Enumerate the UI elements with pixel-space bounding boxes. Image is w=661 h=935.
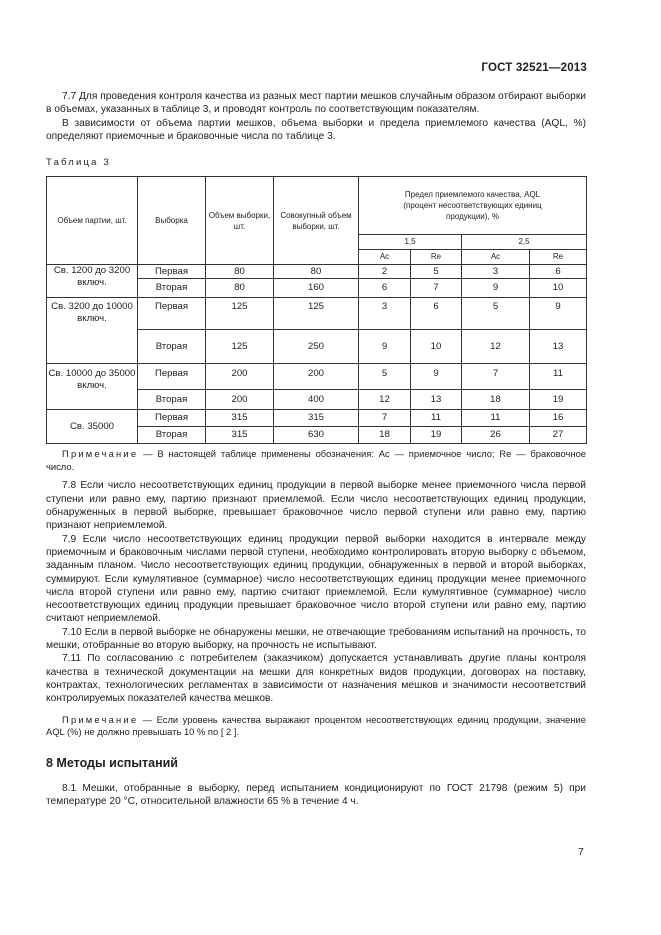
table-note	[46, 448, 586, 473]
paragraph-7-9: 7.9 Если число несоответствующих единиц продукции первой выборки находится в интервале между приемочным и браковочным числами первой ступени, необходимо контролировать вторую выборку с объемом, заданным планом. Число несоответствующих единиц продукции, обнаруженных в первой и второй выборках, суммируют. Если кумулятивное (суммарное) число несоответствующих единиц продукции менее приемочного числа второй ступени или равно ему, партию считают приемлемой. Если кумулятивное (суммарное) число несоответствующих единиц продукции превышает браковочное число второй ступени или равно ему, партию считают неприемлемой.	[46, 533, 586, 625]
aql-note	[46, 714, 586, 739]
header-cumulative-size: Совокупный объем выборки, шт.	[274, 177, 359, 265]
paragraph-8-1: 8.1 Мешки, отобранные в выборку, перед испытанием кондиционируют по ГОСТ 21798 (режим 5) при температуре 20 °С, относительной влажности 65 % в течение 4 ч.	[46, 782, 586, 808]
re-cell: 9	[411, 364, 462, 390]
header-ac: Ac	[359, 250, 411, 265]
lot-size-cell: Св. 10000 до 35000 включ.	[47, 364, 138, 410]
paragraph-7-8: 7.8 Если число несоответствующих единиц продукции в первой выборке менее приемочного числа первой ступени или равно ему, партию признают приемлемой. Если число несоответствующих единиц продукции, обнаруженных в первой выборке, превышает браковочное число первой ступени или равно ему, партию признают неприемлемой.	[46, 480, 586, 532]
re-cell: 9	[530, 298, 587, 330]
re-cell: 16	[530, 410, 587, 427]
cumulative-cell: 125	[274, 298, 359, 330]
re-cell: 6	[411, 298, 462, 330]
sample-cell: Первая	[138, 364, 206, 390]
paragraph-7-10: 7.10 Если в первой выборке не обнаружены мешки, не отвечающие требованиям испытаний на прочность, то мешки, отобранные во вторую выборку, на прочность не испытывают.	[46, 626, 586, 652]
size-cell: 200	[206, 364, 274, 390]
header-ac: Ac	[462, 250, 530, 265]
note-label: Примечание	[62, 448, 139, 460]
ac-cell: 18	[462, 390, 530, 410]
header-sample-size: Объем выборки, шт.	[206, 177, 274, 265]
page-content	[46, 90, 586, 808]
header-re: Re	[411, 250, 462, 265]
table-row	[47, 265, 587, 279]
cumulative-cell: 315	[274, 410, 359, 427]
re-cell: 6	[530, 265, 587, 279]
note-text: — В настоящей таблице применены обозначения: Ac — приемочное число; Re — браковочное число.	[46, 448, 586, 472]
re-cell: 11	[411, 410, 462, 427]
re-cell: 13	[411, 390, 462, 410]
document-code: ГОСТ 32521—2013	[481, 62, 587, 74]
cumulative-cell: 80	[274, 265, 359, 279]
re-cell: 10	[411, 330, 462, 364]
size-cell: 315	[206, 427, 274, 444]
header-re: Re	[530, 250, 587, 265]
cumulative-cell: 400	[274, 390, 359, 410]
ac-cell: 3	[462, 265, 530, 279]
re-cell: 19	[530, 390, 587, 410]
re-cell: 19	[411, 427, 462, 444]
cumulative-cell: 630	[274, 427, 359, 444]
ac-cell: 7	[359, 410, 411, 427]
re-cell: 27	[530, 427, 587, 444]
lot-size-cell: Св. 1200 до 3200 включ.	[47, 265, 138, 298]
ac-cell: 9	[359, 330, 411, 364]
sample-cell: Первая	[138, 410, 206, 427]
size-cell: 80	[206, 265, 274, 279]
table-caption: Таблица 3	[46, 157, 111, 169]
cumulative-cell: 160	[274, 279, 359, 298]
re-cell: 13	[530, 330, 587, 364]
ac-cell: 2	[359, 265, 411, 279]
ac-cell: 12	[462, 330, 530, 364]
ac-cell: 11	[462, 410, 530, 427]
sample-cell: Вторая	[138, 427, 206, 444]
sample-cell: Первая	[138, 265, 206, 279]
page-number: 7	[578, 846, 584, 858]
ac-cell: 6	[359, 279, 411, 298]
ac-cell: 3	[359, 298, 411, 330]
paragraph-7-7: 7.7 Для проведения контроля качества из разных мест партии мешков случайным образом отбирают выборки в объемах, указанных в таблице 3, и проводят контроль по соответствующим показателям.	[46, 91, 586, 116]
re-cell: 5	[411, 265, 462, 279]
cumulative-cell: 200	[274, 364, 359, 390]
size-cell: 200	[206, 390, 274, 410]
header-sample: Выборка	[138, 177, 206, 265]
note-text: — Если уровень качества выражают процентом несоответствующих единиц продукции, значение AQL (%) не должно превышать 10 % по [ 2 ].	[46, 713, 586, 738]
header-lot-size: Объем партии, шт.	[47, 177, 138, 265]
note-label: Примечание	[62, 713, 139, 725]
header-aql-2-5: 2,5	[462, 235, 587, 250]
cumulative-cell: 250	[274, 330, 359, 364]
lot-size-cell: Св. 3200 до 10000 включ.	[47, 298, 138, 364]
re-cell: 10	[530, 279, 587, 298]
header-aql: Предел приемлемого качества, AQL (процент несоответствующих единиц продукции), %	[359, 177, 587, 235]
size-cell: 80	[206, 279, 274, 298]
ac-cell: 5	[359, 364, 411, 390]
re-cell: 7	[411, 279, 462, 298]
size-cell: 315	[206, 410, 274, 427]
re-cell: 11	[530, 364, 587, 390]
sample-cell: Вторая	[138, 330, 206, 364]
lot-size-cell: Св. 35000	[47, 410, 138, 444]
sample-cell: Первая	[138, 298, 206, 330]
header-aql-1-5: 1,5	[359, 235, 462, 250]
ac-cell: 26	[462, 427, 530, 444]
ac-cell: 18	[359, 427, 411, 444]
sample-cell: Вторая	[138, 279, 206, 298]
ac-cell: 5	[462, 298, 530, 330]
section-8-title: 8 Методы испытаний	[46, 755, 178, 770]
paragraph-7-7-continued: В зависимости от объема партии мешков, объема выборки и предела приемлемого качества (AQL, %) определяют приемочные и браковочные числа по таблице 3.	[46, 117, 586, 142]
size-cell: 125	[206, 330, 274, 364]
ac-cell: 12	[359, 390, 411, 410]
sample-cell: Вторая	[138, 390, 206, 410]
ac-cell: 7	[462, 364, 530, 390]
paragraph-7-11: 7.11 По согласованию с потребителем (заказчиком) допускается устанавливать другие планы контроля качества в технической документации на мешки для конкретных видов продукции, договорах на поставку, контрактах, технологических регламентах в зависимости от назначения мешков и значимости несоответствий контролируемых показателей качества мешков.	[46, 653, 586, 705]
size-cell: 125	[206, 298, 274, 330]
ac-cell: 9	[462, 279, 530, 298]
table-3	[46, 176, 587, 444]
